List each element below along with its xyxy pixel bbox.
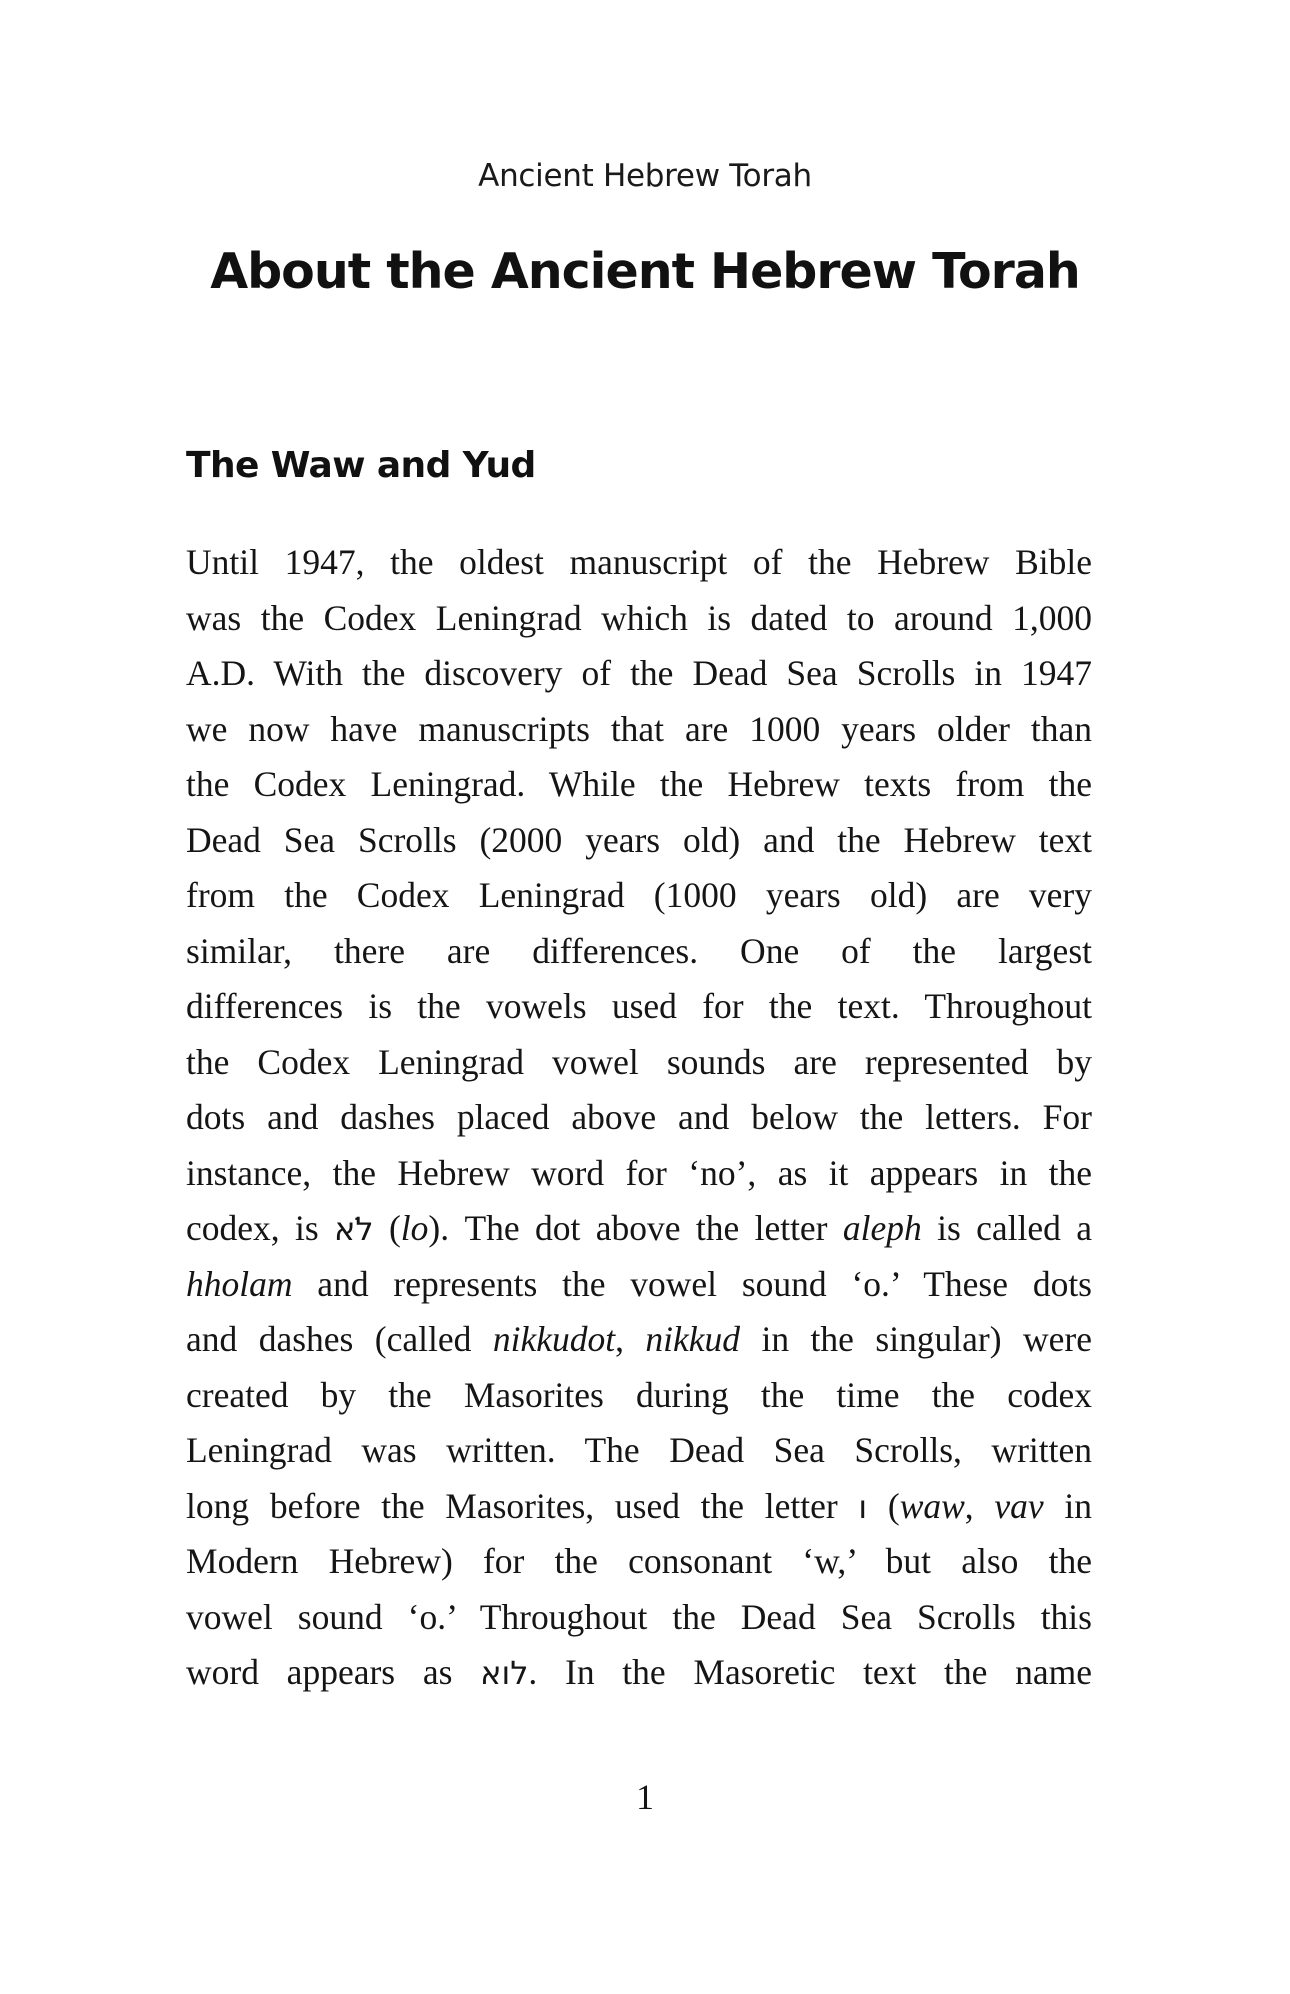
text-line: dots and dashes placed above and below the letters. For [186,1097,1092,1137]
text-run: long before the Masorites, used the letter [186,1485,859,1526]
text-line: Leningrad was written. The Dead Sea Scrolls, written [186,1430,1092,1470]
text-line: instance, the Hebrew word for ‘no’, as it appears in the [186,1152,1092,1193]
text-line [186,1201,1092,1257]
text-run: and represents the vowel sound ‘o.’ These dots [292,1263,1092,1304]
text-line: vowel sound ‘o.’ Throughout the Dead Sea Scrolls this [186,1596,1092,1637]
italic-term: vav [994,1485,1044,1526]
text-line: Modern Hebrew) for the consonant ‘w,’ but also the [186,1541,1092,1581]
italic-term: nikkudot [492,1319,616,1359]
running-header: Ancient Hebrew Torah [478,158,812,194]
text-run: and dashes (called [186,1319,493,1359]
text-run: codex, is [186,1208,335,1248]
hebrew-letter-waw: ו [858,1487,868,1526]
text-line [186,1257,1092,1313]
text-run: ). The dot above the letter [428,1208,843,1248]
italic-term: nikkud [645,1319,741,1359]
text-line [186,1479,1092,1535]
italic-term: aleph [842,1208,922,1248]
hebrew-word-lo-plene: לוא [480,1654,529,1692]
text-line: we now have manuscripts that are 1000 years older than [186,708,1092,749]
body-paragraph [186,535,1092,1701]
section-heading: The Waw and Yud [186,445,536,486]
italic-term: lo [400,1208,429,1248]
text-run: ( [373,1208,401,1248]
text-line: created by the Masorites during the time the codex [186,1374,1092,1415]
text-run: is called a [921,1208,1092,1248]
text-line: the Codex Leningrad. While the Hebrew texts from the [186,764,1092,804]
text-run: , [964,1485,995,1526]
text-line [186,1312,1092,1368]
text-line: was the Codex Leningrad which is dated to around 1,000 [186,597,1092,638]
text-run: ( [867,1485,900,1526]
text-run: word appears as [186,1652,481,1692]
text-line: from the Codex Leningrad (1000 years old) are very [186,875,1092,915]
hebrew-word-lo-with-nikkud: לֹא [334,1210,374,1248]
italic-term: hholam [186,1263,293,1304]
text-line: similar, there are differences. One of the largest [186,930,1092,971]
text-line: A.D. With the discovery of the Dead Sea Scrolls in 1947 [186,653,1092,693]
text-line [186,1645,1092,1701]
text-line: differences is the vowels used for the text. Throughout [186,986,1092,1026]
text-line: Dead Sea Scrolls (2000 years old) and the Hebrew text [186,819,1092,860]
page-number: 1 [636,1777,654,1817]
text-run: in [1043,1485,1092,1526]
page-title: About the Ancient Hebrew Torah [210,243,1080,300]
text-run: . In the Masoretic text the name [528,1652,1092,1692]
text-line: Until 1947, the oldest manuscript of the Hebrew Bible [186,542,1092,582]
italic-term: waw [899,1485,965,1526]
text-run: , [615,1319,646,1359]
text-line: the Codex Leningrad vowel sounds are represented by [186,1041,1092,1082]
text-run: in the singular) were [740,1319,1092,1359]
